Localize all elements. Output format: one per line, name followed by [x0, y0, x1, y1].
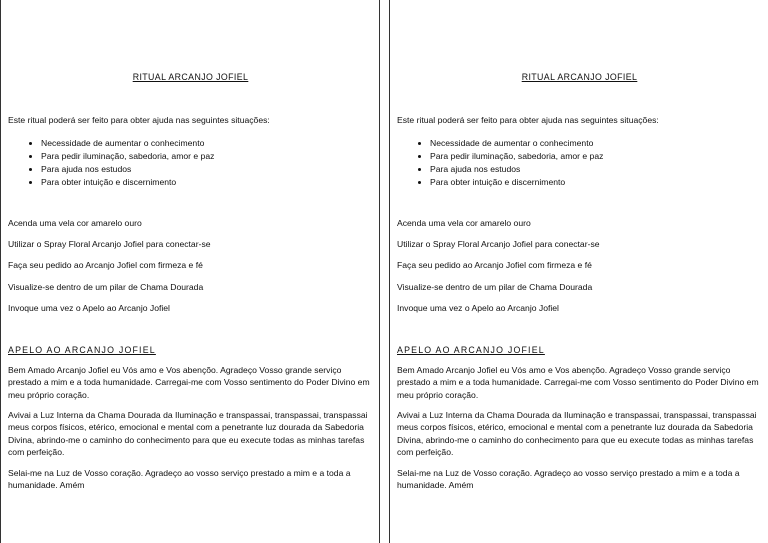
- step-text: Acenda uma vela cor amarelo ouro: [397, 218, 531, 228]
- step-text: Visualize-se dentro de um pilar de Chama Dourada: [397, 282, 593, 292]
- situations-list: [397, 137, 762, 189]
- page-gutter: [380, 0, 389, 543]
- list-item: • Para pedir iluminação, sabedoria, amor e paz: [41, 150, 373, 163]
- prayer-paragraph: Bem Amado Arcanjo Jofiel eu Vós amo e Vos abençõo. Agradeço Vosso grande serviço prestado a mim e a toda humanidade. Carregai-me com Vosso sentimento do Poder Divino em meu próprio coração.: [8, 365, 370, 400]
- list-item: • Para ajuda nos estudos: [41, 163, 373, 176]
- step-text: Invoque uma vez o Apelo ao Arcanjo Jofiel: [8, 303, 170, 313]
- apelo-title: APELO AO ARCANJO JOFIEL: [397, 345, 545, 355]
- list-item: • Necessidade de aumentar o conhecimento: [430, 137, 762, 150]
- prayer-paragraph: Avivai a Luz Interna da Chama Dourada da Iluminação e transpassai, transpassai, transpassai meus corpos físicos, etérico, emocional e mental com a penetrante luz dourada da Sabedoria Divina, abrindo-me o caminho do conhecimento para que eu execute todas as minhas tarefas com perfeição.: [397, 410, 757, 458]
- list-item: • Para ajuda nos estudos: [430, 163, 762, 176]
- step-text: Visualize-se dentro de um pilar de Chama Dourada: [8, 282, 204, 292]
- list-item: • Para obter intuição e discernimento: [41, 176, 373, 189]
- step-text: Faça seu pedido ao Arcanjo Jofiel com firmeza e fé: [8, 260, 203, 270]
- step-text: Invoque uma vez o Apelo ao Arcanjo Jofiel: [397, 303, 559, 313]
- step-text: Utilizar o Spray Floral Arcanjo Jofiel para conectar-se: [397, 239, 600, 249]
- apelo-title: APELO AO ARCANJO JOFIEL: [8, 345, 156, 355]
- list-item: • Para obter intuição e discernimento: [430, 176, 762, 189]
- step-text: Acenda uma vela cor amarelo ouro: [8, 218, 142, 228]
- document-page-right: [389, 0, 768, 543]
- ritual-title: RITUAL ARCANJO JOFIEL: [132, 72, 249, 82]
- document-page-left: [0, 0, 380, 543]
- list-item: • Para pedir iluminação, sabedoria, amor e paz: [430, 150, 762, 163]
- situations-list: [8, 137, 373, 189]
- intro-text: Este ritual poderá ser feito para obter ajuda nas seguintes situações:: [8, 115, 270, 125]
- intro-text: Este ritual poderá ser feito para obter ajuda nas seguintes situações:: [397, 115, 659, 125]
- list-item: • Necessidade de aumentar o conhecimento: [41, 137, 373, 150]
- ritual-title: RITUAL ARCANJO JOFIEL: [521, 72, 638, 82]
- prayer-paragraph: Avivai a Luz Interna da Chama Dourada da Iluminação e transpassai, transpassai, transpassai meus corpos físicos, etérico, emocional e mental com a penetrante luz dourada da Sabedoria Divina, abrindo-me o caminho do conhecimento para que eu execute todas as minhas tarefas com perfeição.: [8, 410, 368, 458]
- prayer-paragraph: Selai-me na Luz de Vosso coração. Agradeço ao vosso serviço prestado a mim e a toda a humanidade. Amém: [8, 468, 351, 491]
- prayer-paragraph: Bem Amado Arcanjo Jofiel eu Vós amo e Vos abençõo. Agradeço Vosso grande serviço prestado a mim e a toda humanidade. Carregai-me com Vosso sentimento do Poder Divino em meu próprio coração.: [397, 365, 759, 400]
- step-text: Utilizar o Spray Floral Arcanjo Jofiel para conectar-se: [8, 239, 211, 249]
- step-text: Faça seu pedido ao Arcanjo Jofiel com firmeza e fé: [397, 260, 592, 270]
- prayer-paragraph: Selai-me na Luz de Vosso coração. Agradeço ao vosso serviço prestado a mim e a toda a humanidade. Amém: [397, 468, 740, 491]
